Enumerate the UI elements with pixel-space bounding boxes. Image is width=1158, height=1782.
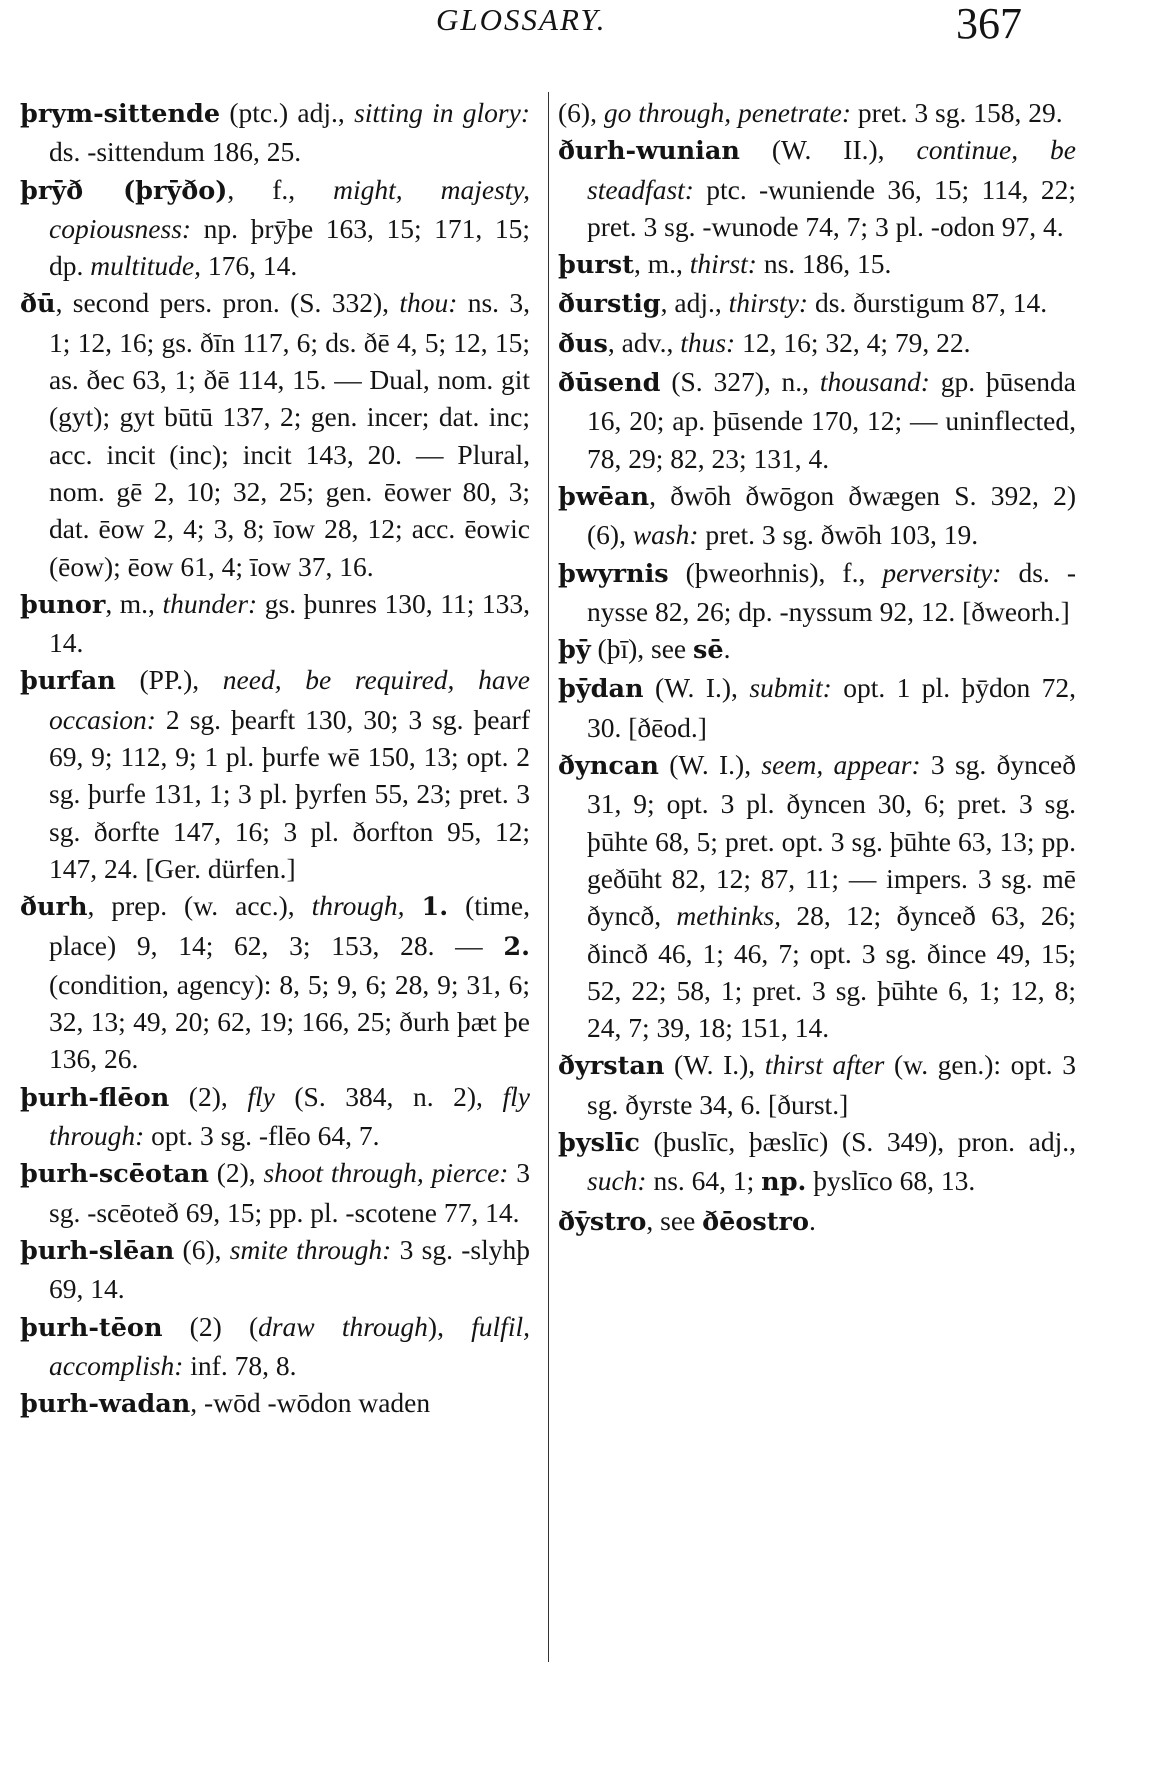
entry-text: , m., bbox=[105, 587, 163, 619]
glossary-entry bbox=[558, 1046, 1076, 1123]
gloss-text: thirst after bbox=[764, 1049, 885, 1081]
glossary-entry bbox=[20, 1078, 530, 1155]
headword: ðū bbox=[20, 289, 56, 320]
entry-text: (ptc.) adj., bbox=[220, 97, 355, 128]
glossary-entry bbox=[558, 363, 1076, 477]
gloss-text: thou: bbox=[399, 287, 458, 319]
entry-text: 3 sg. -slyhþ 69, 14. bbox=[49, 1233, 530, 1305]
gloss-text: wash: bbox=[632, 519, 699, 551]
headword: þyslīc bbox=[558, 1128, 640, 1159]
entry-text: (S. 327), n., bbox=[660, 366, 820, 398]
glossary-entry bbox=[558, 669, 1076, 746]
headword: ðyrstan bbox=[558, 1051, 665, 1082]
gloss-text: thirsty: bbox=[728, 287, 809, 319]
gloss-text: draw through bbox=[258, 1310, 428, 1342]
entry-text: ds. -nysse 82, 26; dp. -nyssum 92, 12. [ðweorh.] bbox=[587, 556, 1076, 627]
headword: þȳ bbox=[558, 635, 591, 666]
glossary-entry bbox=[558, 324, 1076, 363]
entry-text: (þuslīc, þæslīc) (S. 349), pron. adj., bbox=[639, 1126, 1076, 1158]
entry-text: (PP.), bbox=[115, 664, 223, 696]
gloss-text: thousand: bbox=[819, 366, 930, 398]
page-number: 367 bbox=[956, 0, 1022, 48]
gloss-text: smite through: bbox=[229, 1233, 392, 1265]
headword: þurfan bbox=[20, 666, 116, 697]
gloss-text: thirst: bbox=[689, 248, 757, 280]
entry-text: , -wōd -wōdon waden bbox=[190, 1387, 431, 1419]
entry-text: , adj., bbox=[660, 287, 729, 319]
entry-text: (W. I.), bbox=[664, 1049, 765, 1081]
glossary-entry bbox=[20, 887, 530, 1077]
entry-text: (2) ( bbox=[162, 1310, 259, 1342]
headword: 1. bbox=[421, 892, 449, 923]
entry-text: gp. þūsenda 16, 20; ap. þūsende 170, 12; — uninflected, 78, 29; 82, 23; 131, 4. bbox=[587, 366, 1076, 474]
entry-text: np. þrȳþe 163, 15; 171, 15; dp. bbox=[49, 212, 530, 282]
headword: þrȳð (þrȳðo) bbox=[20, 175, 228, 206]
glossary-entry bbox=[20, 585, 530, 662]
glossary-column-left bbox=[20, 94, 530, 1423]
entry-text: (w. gen.): opt. 3 sg. ðyrste 34, 6. [ðurst.] bbox=[587, 1049, 1077, 1120]
column-divider bbox=[548, 92, 549, 1662]
headword: np. bbox=[761, 1167, 807, 1198]
entry-text: ns. 186, 15. bbox=[756, 248, 892, 280]
running-head bbox=[0, 0, 1158, 60]
headword: þurh-wadan bbox=[20, 1389, 191, 1420]
entry-text: 2 sg. þearft 130, 30; 3 sg. þearf 69, 9; 112, 9; 1 pl. þurfe wē 150, 13; opt. 2 sg. þurfe 131, 1; 3 pl. þyrfen 55, 23; pret. 3 sg. ðorfte 147, 16; 3 pl. ðorfton 95, 12; 147, 24. [Ger. dürfen.] bbox=[49, 703, 530, 884]
headword: ðyncan bbox=[558, 751, 659, 782]
headword: þurst bbox=[558, 250, 634, 281]
entry-text: , second pers. pron. (S. 332), bbox=[55, 287, 400, 319]
entry-text: (6), bbox=[558, 97, 604, 128]
entry-text: 176, 14. bbox=[201, 250, 298, 282]
glossary-entry bbox=[558, 477, 1076, 554]
gloss-text: seem, appear: bbox=[761, 749, 921, 781]
entry-text: ), bbox=[427, 1310, 472, 1342]
entry-text: 12, 16; 32, 4; 79, 22. bbox=[735, 326, 971, 358]
glossary-entry bbox=[558, 630, 1076, 669]
gloss-text: thus: bbox=[680, 326, 736, 358]
headword: þunor bbox=[20, 589, 106, 620]
entry-text: ds. -sittendum 186, 25. bbox=[49, 136, 302, 168]
gloss-text: thunder: bbox=[162, 587, 258, 619]
entry-text: (W. I.), bbox=[658, 749, 762, 781]
entry-text: , adv., bbox=[607, 326, 681, 358]
glossary-entry bbox=[20, 284, 530, 584]
entry-text: ns. 64, 1; bbox=[646, 1165, 762, 1197]
gloss-text: continue, be steadfast: bbox=[587, 134, 1076, 205]
glossary-entry bbox=[558, 94, 1076, 131]
entry-text: 3 sg. -scēoteð 69, 15; pp. pl. -scotene 77, 14. bbox=[49, 1157, 530, 1228]
entry-text: (þī), see bbox=[590, 633, 693, 665]
headword: þȳdan bbox=[558, 674, 644, 705]
headword: ðȳstro bbox=[558, 1206, 647, 1237]
glossary-entry bbox=[558, 1202, 1076, 1241]
glossary-entry bbox=[20, 171, 530, 285]
gloss-text: perversity: bbox=[882, 556, 1002, 588]
entry-text: 28, 12; ðynceð 63, 26; ðincð 46, 1; 46, 7; opt. 3 sg. ðince 49, 15; 52, 22; 58, 1; pret. 3 sg. þūhte 6, 1; 12, 8; 24, 7; 39, 18; 151, 14. bbox=[587, 900, 1076, 1044]
glossary-entry bbox=[20, 661, 530, 887]
entry-text: , m., bbox=[633, 248, 690, 280]
glossary-entry bbox=[558, 284, 1076, 323]
entry-text: (W. II.), bbox=[739, 134, 917, 166]
entry-text: þyslīco 68, 13. bbox=[806, 1165, 976, 1197]
entry-text: gs. þunres 130, 11; 133, 14. bbox=[49, 587, 531, 659]
headword: ðūsend bbox=[558, 368, 661, 399]
gloss-text: methinks, bbox=[676, 900, 782, 932]
glossary-entry bbox=[20, 94, 530, 171]
entry-text: (time, place) 9, 14; 62, 3; 153, 28. — bbox=[49, 890, 530, 961]
gloss-text: fly bbox=[247, 1080, 275, 1112]
entry-text: (S. 384, n. 2), bbox=[274, 1080, 503, 1112]
entry-text: inf. 78, 8. bbox=[183, 1349, 297, 1381]
headword: þurh-tēon bbox=[20, 1312, 163, 1343]
entry-text: ds. ðurstigum 87, 14. bbox=[808, 287, 1048, 319]
page-title: GLOSSARY. bbox=[436, 2, 607, 37]
headword: þwēan bbox=[558, 481, 650, 512]
gloss-text: through, bbox=[311, 890, 405, 922]
gloss-text: might, majesty, copiousness: bbox=[49, 173, 530, 244]
entry-text: (þweorhnis), f., bbox=[668, 556, 883, 588]
gloss-text: go through, penetrate: bbox=[603, 97, 852, 128]
glossary-entry bbox=[558, 746, 1076, 1046]
glossary-entry bbox=[558, 1123, 1076, 1202]
entry-text: (2), bbox=[208, 1157, 264, 1189]
gloss-text: such: bbox=[587, 1165, 647, 1197]
headword: ðurh-wunian bbox=[558, 136, 740, 167]
entry-text: (W. I.), bbox=[643, 672, 750, 704]
entry-text: , see bbox=[646, 1204, 703, 1236]
entry-text: (2), bbox=[169, 1080, 248, 1112]
headword: sē bbox=[692, 635, 724, 666]
gloss-text: need, be required, have occasion: bbox=[49, 664, 530, 735]
headword: ðurstig bbox=[558, 289, 661, 320]
entry-text: ptc. -wuniende 36, 15; 114, 22; pret. 3 sg. -wunode 74, 7; 3 pl. -odon 97, 4. bbox=[587, 173, 1076, 242]
gloss-text: sitting in glory: bbox=[354, 97, 530, 128]
entry-text bbox=[405, 890, 422, 921]
entry-text: (6), bbox=[174, 1233, 230, 1265]
headword: þrym-sittende bbox=[20, 99, 221, 129]
gloss-text: multitude, bbox=[90, 250, 202, 282]
entry-text: pret. 3 sg. ðwōh 103, 19. bbox=[698, 519, 979, 551]
glossary-entry bbox=[558, 554, 1076, 631]
gloss-text: fly through: bbox=[49, 1080, 530, 1152]
entry-text: , f., bbox=[227, 173, 334, 205]
entry-text: . bbox=[808, 1204, 816, 1236]
headword: 2. bbox=[503, 931, 530, 962]
headword: ðēostro bbox=[702, 1206, 809, 1237]
entry-text: , ðwōh ðwōgon ðwægen S. 392, 2) (6), bbox=[587, 479, 1076, 551]
gloss-text: shoot through, pierce: bbox=[263, 1157, 509, 1189]
entry-text: pret. 3 sg. 158, 29. bbox=[851, 97, 1063, 128]
gloss-text: submit: bbox=[749, 672, 832, 704]
entry-text: 3 sg. ðynceð 31, 9; opt. 3 pl. ðyncen 30, 6; pret. 3 sg. þūhte 68, 5; pret. opt. 3 sg. þūhte 63, 13; pp. geðūht 82, 12; 87, 11; — impers. 3 sg. mē ðyncð, bbox=[587, 749, 1076, 932]
headword: þurh-flēon bbox=[20, 1082, 170, 1113]
entry-text: , prep. (w. acc.), bbox=[87, 890, 312, 922]
entry-text: opt. 1 pl. þȳdon 72, 30. [ðēod.] bbox=[587, 672, 1077, 743]
entry-text: (condition, agency): 8, 5; 9, 6; 28, 9; 31, 6; 32, 13; 49, 20; 62, 19; 166, 25; ðurh þæt þe 136, 26. bbox=[49, 968, 530, 1075]
glossary-entry bbox=[20, 1154, 530, 1231]
headword: þurh-scēotan bbox=[20, 1159, 209, 1190]
glossary-column-right bbox=[558, 94, 1076, 1241]
glossary-entry bbox=[20, 1308, 530, 1385]
entry-text: opt. 3 sg. -flēo 64, 7. bbox=[144, 1120, 380, 1152]
headword: þwyrnis bbox=[558, 558, 669, 589]
glossary-entry bbox=[20, 1231, 530, 1308]
headword: ðurh bbox=[20, 892, 88, 923]
entry-text: . bbox=[723, 633, 731, 665]
headword: þurh-slēan bbox=[20, 1235, 175, 1266]
glossary-entry bbox=[558, 245, 1076, 284]
glossary-entry bbox=[20, 1384, 530, 1423]
gloss-text: fulfil, accomplish: bbox=[49, 1310, 530, 1381]
glossary-entry bbox=[558, 131, 1076, 245]
entry-text: ns. 3, 1; 12, 16; gs. ðīn 117, 6; ds. ðē 4, 5; 12, 15; as. ðec 63, 1; ðē 114, 15. — Dual, nom. git (gyt); gyt būtū 137, 2; gen. incer; dat. inc; acc. incit (inc); incit 143, 20. — Plural, nom. gē 2, 10; 32, 25; gen. ēower 80, 3; dat. ēow 2, 4; 3, 8; īow 28, 12; acc. ēowic (ēow); ēow 61, 4; īow 37, 16. bbox=[49, 287, 531, 582]
headword: ðus bbox=[558, 328, 608, 359]
